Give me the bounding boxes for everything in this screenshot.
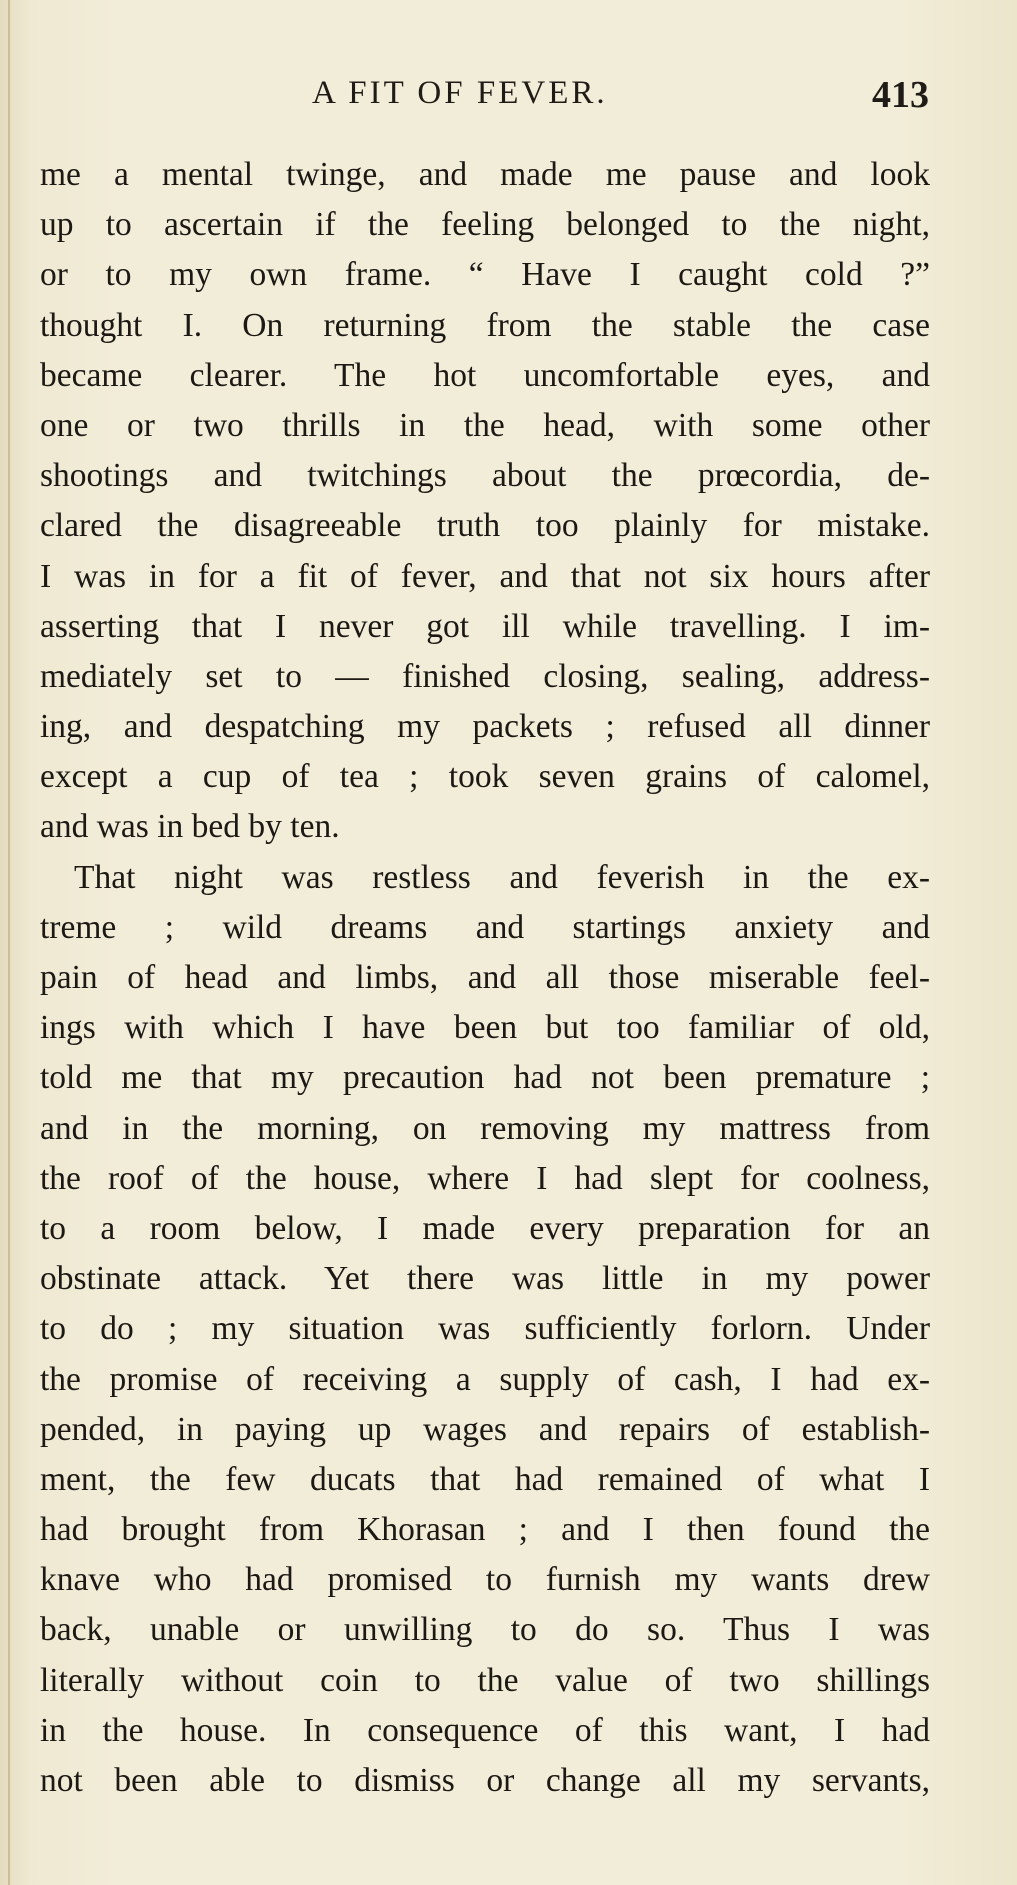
text-line: ment, the few ducats that had remained of what I	[40, 1460, 930, 1498]
paragraph-end-line: and was in bed by ten.	[40, 808, 340, 846]
text-line: the roof of the house, where I had slept for coolness,	[40, 1159, 930, 1197]
running-title: A FIT OF FEVER.	[312, 75, 608, 111]
text-line: and in the morning, on removing my mattress from	[40, 1109, 930, 1147]
text-line: in the house. In consequence of this want, I had	[40, 1711, 930, 1749]
text-line: except a cup of tea ; took seven grains of calomel,	[40, 758, 930, 796]
text-line: had brought from Khorasan ; and I then found the	[40, 1511, 930, 1549]
text-line: I was in for a fit of fever, and that not six hours after	[40, 557, 930, 595]
text-line: mediately set to — finished closing, sealing, address-	[40, 657, 930, 695]
text-line: asserting that I never got ill while travelling. I im-	[40, 607, 930, 645]
text-line: ings with which I have been but too familiar of old,	[40, 1009, 930, 1047]
text-line: me a mental twinge, and made me pause and look	[40, 156, 930, 193]
text-line: to a room below, I made every preparation for an	[40, 1209, 930, 1247]
text-line: one or two thrills in the head, with some other	[40, 406, 930, 444]
text-line: pain of head and limbs, and all those miserable feel-	[40, 959, 930, 996]
text-line: knave who had promised to furnish my wants drew	[40, 1561, 930, 1599]
text-line: literally without coin to the value of two shillings	[40, 1661, 930, 1699]
text-line: ing, and despatching my packets ; refused all dinner	[40, 708, 930, 746]
page-number: 413	[872, 74, 929, 116]
text-line: back, unable or unwilling to do so. Thus I was	[40, 1611, 930, 1649]
running-head	[0, 75, 1017, 125]
text-line: the promise of receiving a supply of cash, I had ex-	[40, 1360, 930, 1398]
page-gutter	[8, 0, 10, 1885]
text-line: clared the disagreeable truth too plainly for mistake.	[40, 507, 930, 545]
text-line: not been able to dismiss or change all my servants,	[40, 1762, 930, 1799]
text-line: became clearer. The hot uncomfortable eyes, and	[40, 356, 930, 394]
paragraph-start-line: That night was restless and feverish in the ex-	[74, 858, 930, 896]
text-line: up to ascertain if the feeling belonged to the night,	[40, 206, 930, 244]
text-line: or to my own frame. “ Have I caught cold ?”	[40, 256, 930, 294]
text-line: shootings and twitchings about the prœcordia, de-	[40, 457, 930, 495]
text-line: told me that my precaution had not been premature ;	[40, 1059, 930, 1097]
body-text	[40, 150, 930, 1806]
text-line: thought I. On returning from the stable the case	[40, 306, 930, 344]
text-line: to do ; my situation was sufficiently forlorn. Under	[40, 1310, 930, 1348]
text-line: obstinate attack. Yet there was little in my power	[40, 1260, 930, 1298]
text-line: treme ; wild dreams and startings anxiety and	[40, 908, 930, 946]
text-line: pended, in paying up wages and repairs of establish-	[40, 1410, 930, 1448]
